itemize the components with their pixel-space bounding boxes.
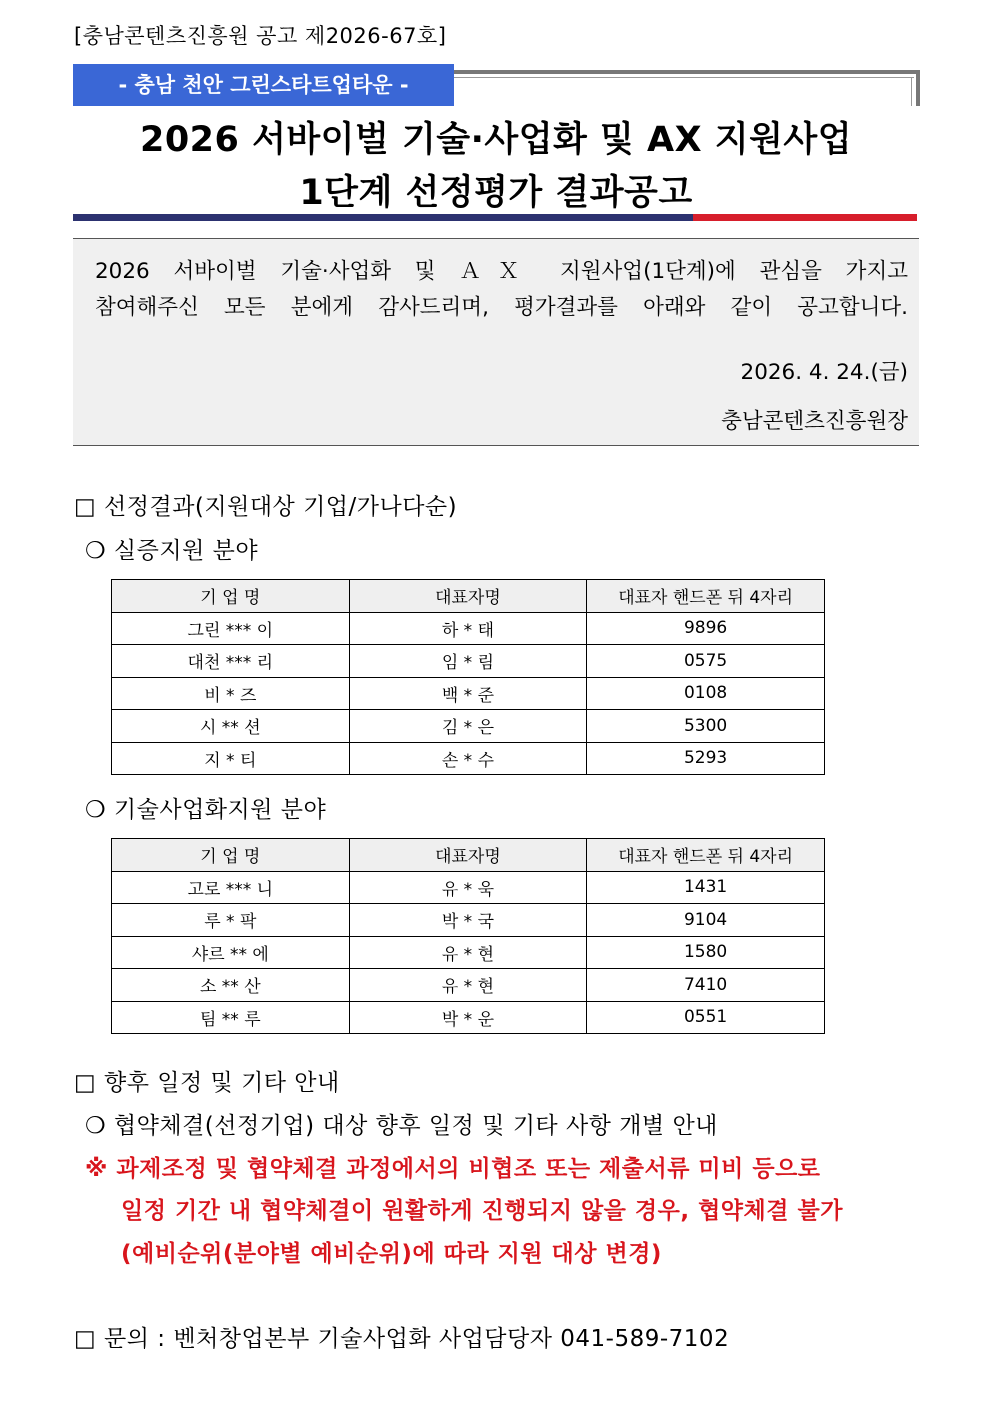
cell-phone: 0551 <box>587 1001 825 1034</box>
cell-representative: 김 * 은 <box>349 710 587 743</box>
cell-phone: 0575 <box>587 645 825 678</box>
commercial-field-heading: ❍ 기술사업화지원 분야 <box>85 797 327 823</box>
table-row <box>112 742 825 775</box>
cell-representative: 하 * 태 <box>349 612 587 645</box>
cell-company: 대천 *** 리 <box>112 645 350 678</box>
contact-info: □ 문의 : 벤처창업본부 기술사업화 사업담당자 041-589-7102 <box>74 1326 730 1352</box>
banner-rule <box>454 70 920 74</box>
title-underline-navy <box>73 214 693 221</box>
table-row <box>112 677 825 710</box>
section-schedule-heading: □ 향후 일정 및 기타 안내 <box>74 1070 340 1096</box>
cell-phone: 5300 <box>587 710 825 743</box>
demo-field-table <box>111 579 825 775</box>
title-underline-red <box>693 214 917 221</box>
cell-company: 고로 *** 니 <box>112 871 350 904</box>
cell-representative: 박 * 운 <box>349 1001 587 1034</box>
cell-company: 지 * 티 <box>112 742 350 775</box>
table-row <box>112 612 825 645</box>
col-header-company: 기 업 명 <box>112 580 350 613</box>
cell-representative: 박 * 국 <box>349 904 587 937</box>
schedule-item: ❍ 협약체결(선정기업) 대상 향후 일정 및 기타 사항 개별 안내 <box>85 1113 718 1139</box>
cell-phone: 1431 <box>587 871 825 904</box>
table-row <box>112 1001 825 1034</box>
cell-phone: 0108 <box>587 677 825 710</box>
table-row <box>112 936 825 969</box>
warning-line3: (예비순위(분야별 예비순위)에 따라 지원 대상 변경) <box>121 1241 662 1267</box>
notice-number: [충남콘텐츠진흥원 공고 제2026-67호] <box>74 24 447 48</box>
cell-phone: 1580 <box>587 936 825 969</box>
warning-line2: 일정 기간 내 협약체결이 원활하게 진행되지 않을 경우, 협약체결 불가 <box>121 1198 843 1224</box>
cell-phone: 9104 <box>587 904 825 937</box>
cell-representative: 손 * 수 <box>349 742 587 775</box>
signatory: 충남콘텐츠진흥원장 <box>721 409 908 434</box>
cell-phone: 9896 <box>587 612 825 645</box>
warning-line1: ※ 과제조정 및 협약체결 과정에서의 비협조 또는 제출서류 미비 등으로 <box>85 1156 821 1182</box>
col-header-phone: 대표자 핸드폰 뒤 4자리 <box>587 839 825 872</box>
col-header-company: 기 업 명 <box>112 839 350 872</box>
cell-representative: 유 * 욱 <box>349 871 587 904</box>
intro-line1: 2026 서바이벌 기술·사업화 및 ＡＸ 지원사업(1단계)에 관심을 가지고 <box>95 259 908 284</box>
cell-company: 그린 *** 이 <box>112 612 350 645</box>
commercial-field-table <box>111 838 825 1034</box>
cell-phone: 5293 <box>587 742 825 775</box>
location-banner: - 충남 천안 그린스타트업타운 - <box>73 64 454 106</box>
cell-representative: 유 * 현 <box>349 936 587 969</box>
banner-rule-right <box>916 70 920 106</box>
cell-representative: 유 * 현 <box>349 969 587 1002</box>
table-row <box>112 904 825 937</box>
notice-date: 2026. 4. 24.(금) <box>740 360 908 385</box>
table-row <box>112 871 825 904</box>
cell-phone: 7410 <box>587 969 825 1002</box>
banner-rule-inner <box>454 77 914 78</box>
cell-company: 샤르 ** 에 <box>112 936 350 969</box>
cell-company: 루 * 팍 <box>112 904 350 937</box>
cell-company: 시 ** 션 <box>112 710 350 743</box>
cell-company: 비 * 즈 <box>112 677 350 710</box>
table-row <box>112 710 825 743</box>
table-header-row <box>112 839 825 872</box>
banner-rule-right-inner <box>911 77 912 106</box>
table-header-row <box>112 580 825 613</box>
section-result-heading: □ 선정결과(지원대상 기업/가나다순) <box>74 494 458 520</box>
cell-company: 팀 ** 루 <box>112 1001 350 1034</box>
table-row <box>112 645 825 678</box>
demo-field-heading: ❍ 실증지원 분야 <box>85 538 259 564</box>
cell-representative: 백 * 준 <box>349 677 587 710</box>
col-header-representative: 대표자명 <box>349 580 587 613</box>
page-title-line2: 1단계 선정평가 결과공고 <box>299 173 693 213</box>
col-header-representative: 대표자명 <box>349 839 587 872</box>
page-title-line1: 2026 서바이벌 기술·사업화 및 AX 지원사업 <box>139 120 853 160</box>
cell-company: 소 ** 산 <box>112 969 350 1002</box>
col-header-phone: 대표자 핸드폰 뒤 4자리 <box>587 580 825 613</box>
table-row <box>112 969 825 1002</box>
cell-representative: 임 * 림 <box>349 645 587 678</box>
intro-line2: 참여해주신 모든 분에게 감사드리며, 평가결과를 아래와 같이 공고합니다. <box>95 295 908 320</box>
